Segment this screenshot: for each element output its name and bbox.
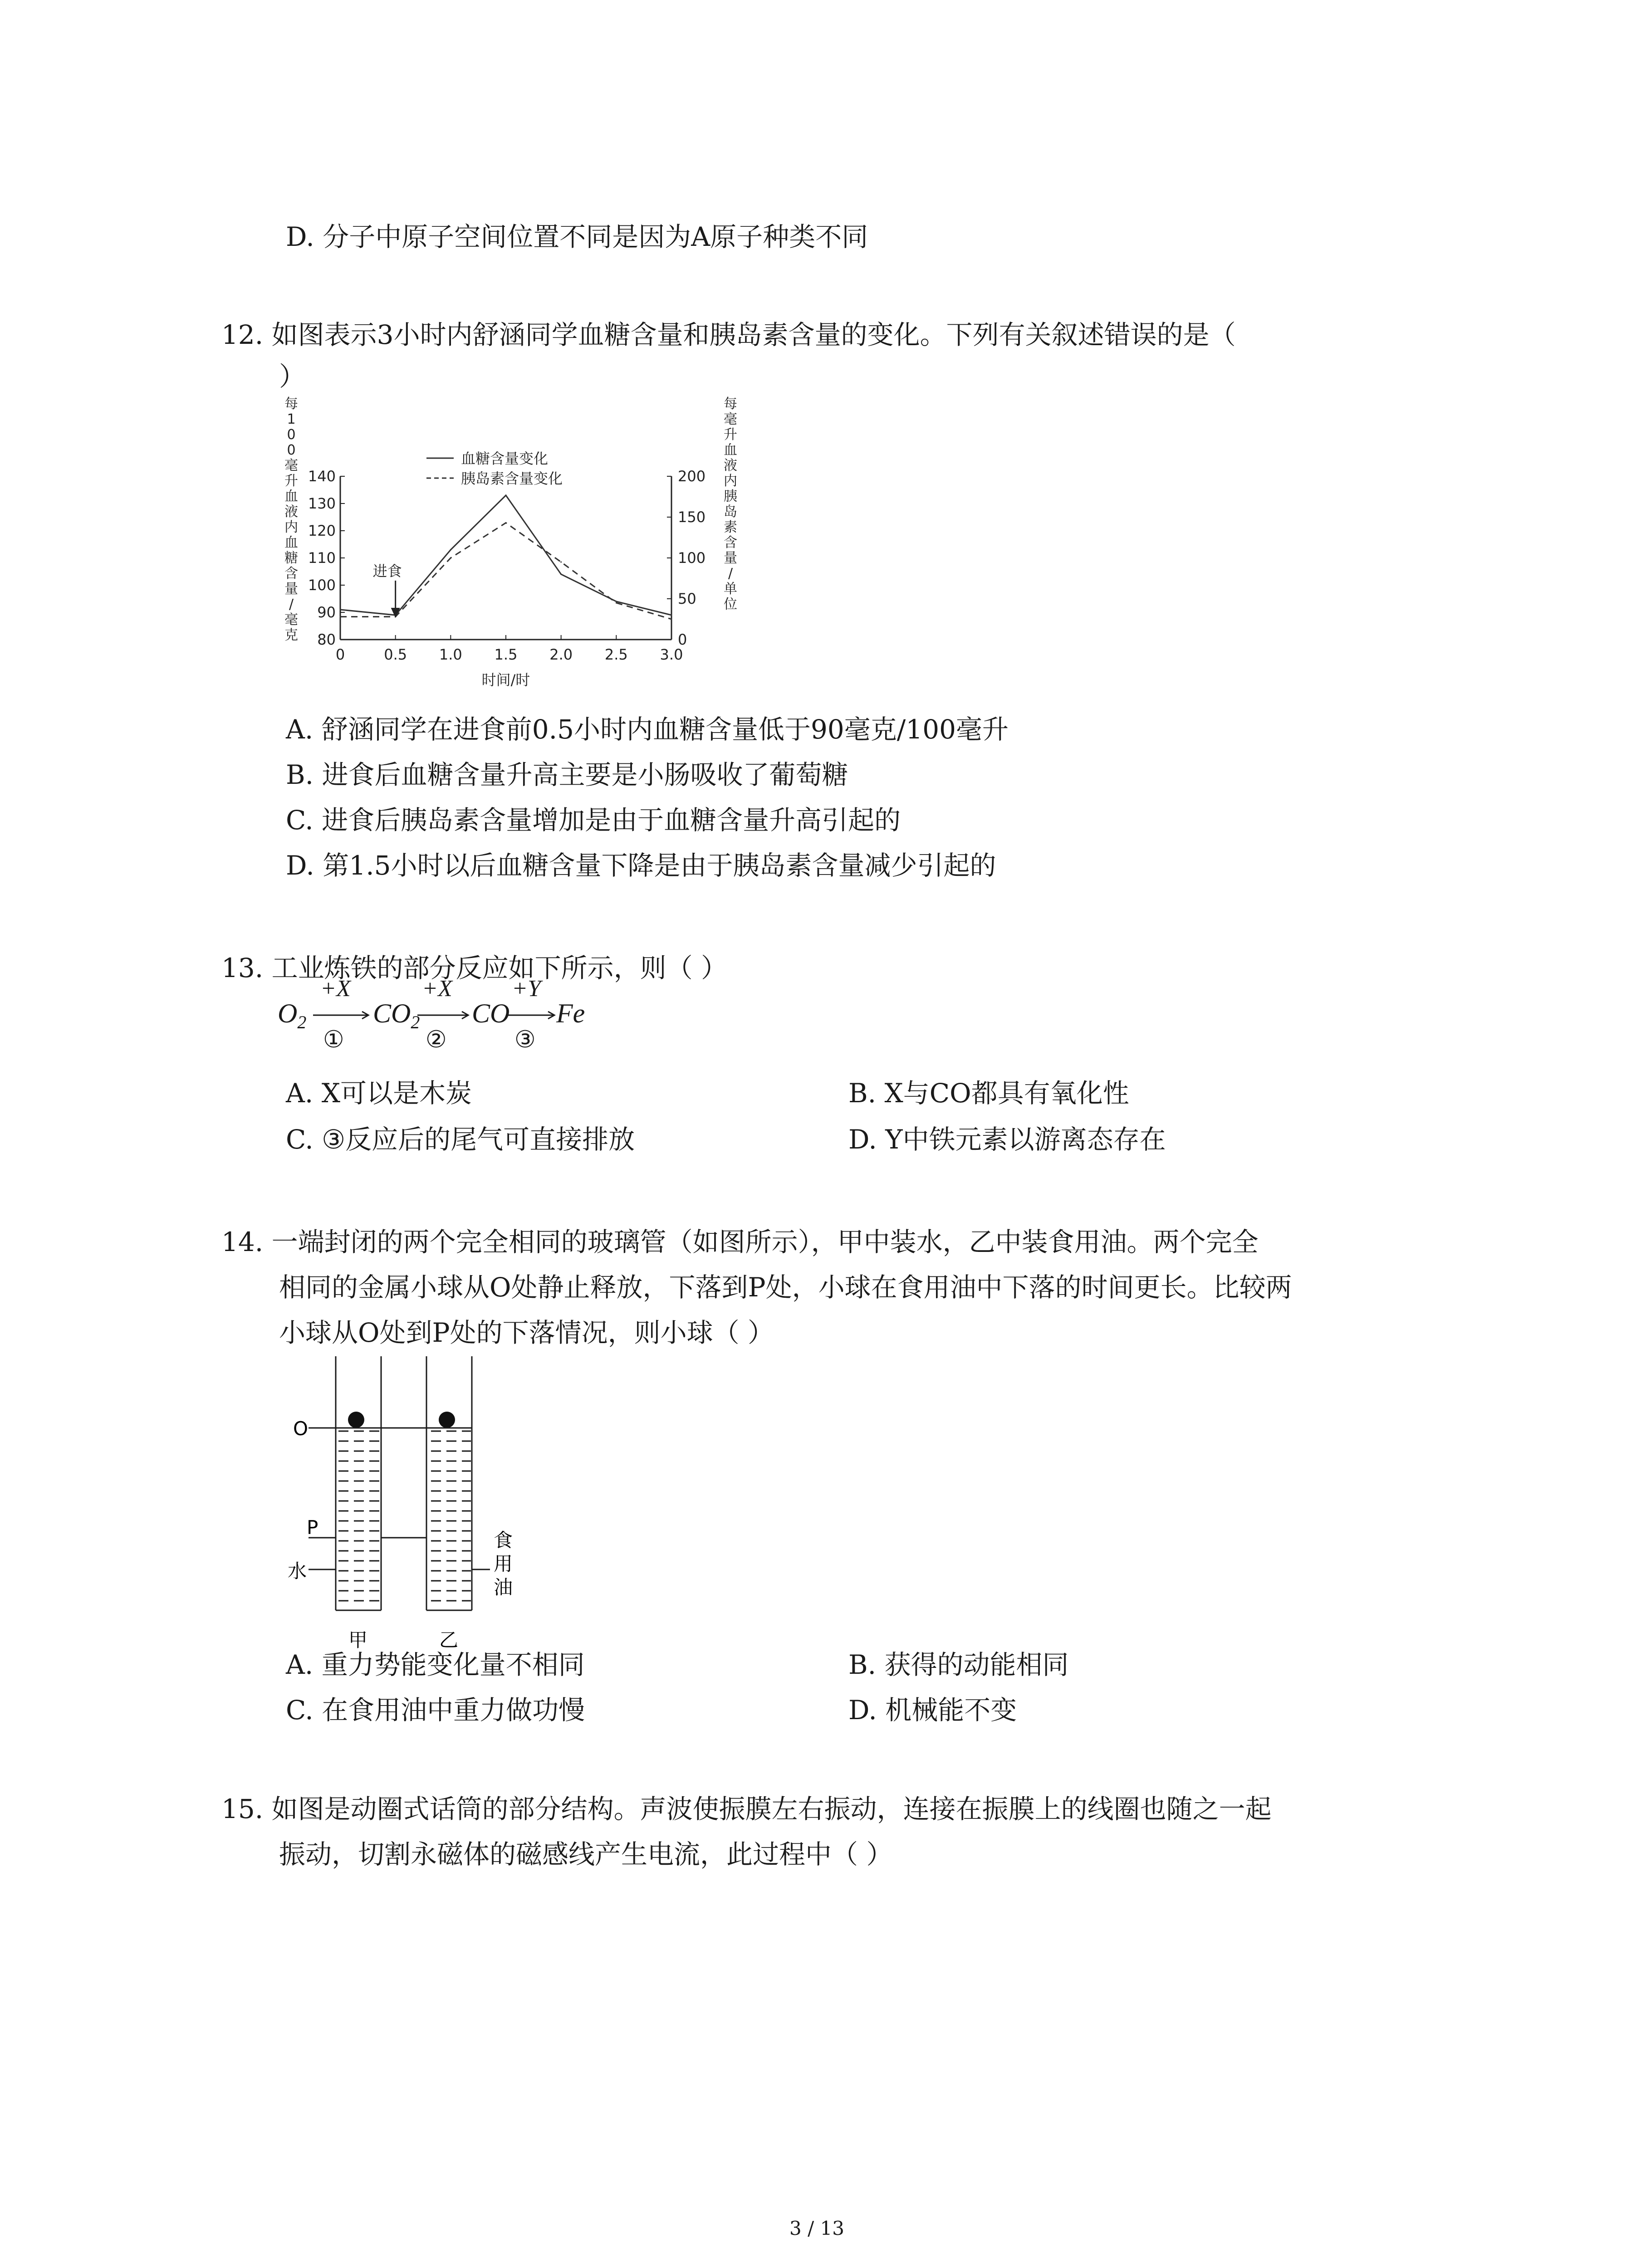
q15-stem-line1: 15. 如图是动圈式话筒的部分结构。声波使振膜左右振动，连接在振膜上的线圈也随之一起: [221, 1794, 1272, 1824]
tube-yi: [426, 1356, 472, 1610]
series-2-point: [560, 562, 562, 563]
label-water: 水: [288, 1560, 307, 1582]
q13-option-d: D. Y中铁元素以游离态存在: [848, 1124, 1166, 1155]
y-left-tick-label: 100: [308, 577, 336, 594]
series-2-point: [616, 602, 617, 604]
y-left-tick-label: 90: [317, 604, 336, 621]
q14-stem-line3: 小球从O处到P处的下落情况，则小球（ ）: [279, 1317, 774, 1348]
y-left-tick-label: 140: [308, 468, 336, 485]
series-1-point: [560, 574, 562, 575]
x-tick-label: 0: [335, 646, 345, 663]
q14-option-b: B. 获得的动能相同: [848, 1649, 1069, 1680]
series-1-point: [505, 495, 507, 496]
q12-option-d: D. 第1.5小时以后血糖含量下降是由于胰岛素含量减少引起的: [286, 850, 996, 881]
eq-reagent-3: +Y: [512, 976, 541, 1002]
q13-option-b: B. X与CO都具有氧化性: [848, 1078, 1129, 1109]
eq-reagent-2: +X: [422, 976, 452, 1002]
y-left-tick-label: 110: [308, 549, 336, 567]
eq-o2: O: [278, 998, 298, 1028]
series-2-point: [505, 522, 507, 523]
ball-yi: [439, 1412, 455, 1428]
q11-option-d: D. 分子中原子空间位置不同是因为A原子种类不同: [286, 221, 868, 252]
y-left-tick-label: 130: [308, 495, 336, 512]
chart-labels: [284, 396, 737, 689]
q14-stem-line2: 相同的金属小球从O处静止释放，下落到P处，小球在食用油中下落的时间更长。比较两: [279, 1272, 1292, 1303]
label-oil-2: 用: [494, 1553, 513, 1575]
label-p: P: [307, 1516, 318, 1539]
eq-co2-sub: 2: [411, 1012, 420, 1032]
series-1-point: [671, 615, 672, 616]
x-tick-label: 0.5: [384, 646, 407, 663]
eq-step-1: ①: [323, 1026, 344, 1053]
y-left-tick-label: 120: [308, 522, 336, 539]
y-right-tick-label: 200: [678, 468, 706, 485]
series-2-point: [340, 616, 341, 617]
series-1-point: [616, 601, 617, 602]
oil-fill: [427, 1429, 471, 1609]
series-1-point: [450, 549, 451, 551]
label-oil-3: 油: [494, 1576, 513, 1598]
label-jia: 甲: [348, 1629, 368, 1651]
q13-equation: [278, 998, 306, 1033]
q14-option-c: C. 在食用油中重力做功慢: [286, 1695, 585, 1725]
q13-stem: 13. 工业炼铁的部分反应如下所示，则（ ）: [221, 953, 728, 983]
q14-tubes-figure: [290, 1356, 544, 1656]
y-right-tick-label: 100: [678, 549, 706, 567]
y-left-tick-label: 80: [317, 631, 336, 648]
eq-fe: Fe: [556, 998, 585, 1028]
legend-label-2: 胰岛素含量变化: [461, 470, 563, 487]
legend-label-1: 血糖含量变化: [461, 450, 549, 467]
q15-stem-line2: 振动，切割永磁体的磁感线产生电流，此过程中（ ）: [279, 1839, 893, 1870]
series-line-1: [340, 495, 671, 615]
y-right-tick-label: 150: [678, 508, 706, 526]
eq-reagent-1: +X: [320, 976, 351, 1002]
ball-jia: [348, 1412, 364, 1428]
eq-o2-sub: 2: [297, 1012, 307, 1032]
chart-series: [340, 495, 672, 620]
q12-option-a: A. 舒涵同学在进食前0.5小时内血糖含量低于90毫克/100毫升: [286, 714, 1009, 745]
q12-option-b: B. 进食后血糖含量升高主要是小肠吸收了葡萄糖: [286, 759, 848, 790]
q14-stem-line1: 14. 一端封闭的两个完全相同的玻璃管（如图所示），甲中装水，乙中装食用油。两个完全: [221, 1227, 1259, 1257]
y-right-tick-label: 50: [678, 590, 696, 607]
q13-option-c: C. ③反应后的尾气可直接排放: [286, 1124, 635, 1155]
q12-stem-line1: 12. 如图表示3小时内舒涵同学血糖含量和胰岛素含量的变化。下列有关叙述错误的是（: [221, 319, 1236, 350]
q14-option-d: D. 机械能不变: [848, 1695, 1017, 1725]
eq-co2: CO: [373, 998, 411, 1028]
label-yi: 乙: [439, 1629, 459, 1651]
y-axis-label-left: 每 1 0 0 毫升血液内血糖含量/毫克: [284, 396, 298, 643]
label-oil-1: 食: [494, 1529, 513, 1551]
y-axis-label-right: 每毫升血液内胰岛素含量/单位: [724, 396, 737, 612]
tube-jia: [336, 1356, 381, 1610]
q12-chart: [272, 396, 753, 708]
q12-stem-line2: ）: [279, 361, 306, 392]
x-tick-label: 1.5: [494, 646, 518, 663]
x-tick-label: 2.0: [549, 646, 573, 663]
page-number: 3 / 13: [789, 2217, 845, 2239]
x-tick-label: 2.5: [604, 646, 628, 663]
q13-option-a: A. X可以是木炭: [286, 1078, 472, 1109]
series-2-point: [450, 557, 451, 559]
x-tick-label: 3.0: [660, 646, 683, 663]
annotation-jinshi: 进食: [372, 562, 402, 580]
label-o: O: [293, 1418, 309, 1440]
q12-option-c: C. 进食后胰岛素含量增加是由于血糖含量升高引起的: [286, 805, 901, 836]
x-tick-label: 1.0: [439, 646, 462, 663]
series-2-point: [671, 619, 672, 620]
eq-co: CO: [472, 998, 510, 1028]
q14-option-a: A. 重力势能变化量不相同: [286, 1649, 585, 1680]
series-1-point: [340, 609, 341, 611]
eq-step-2: ②: [426, 1026, 447, 1053]
x-axis-label: 时间/时: [481, 671, 530, 689]
water-fill: [337, 1429, 380, 1609]
y-right-tick-label: 0: [678, 631, 687, 648]
eq-arrows: [313, 1006, 567, 1024]
eq-step-3: ③: [514, 1026, 536, 1053]
